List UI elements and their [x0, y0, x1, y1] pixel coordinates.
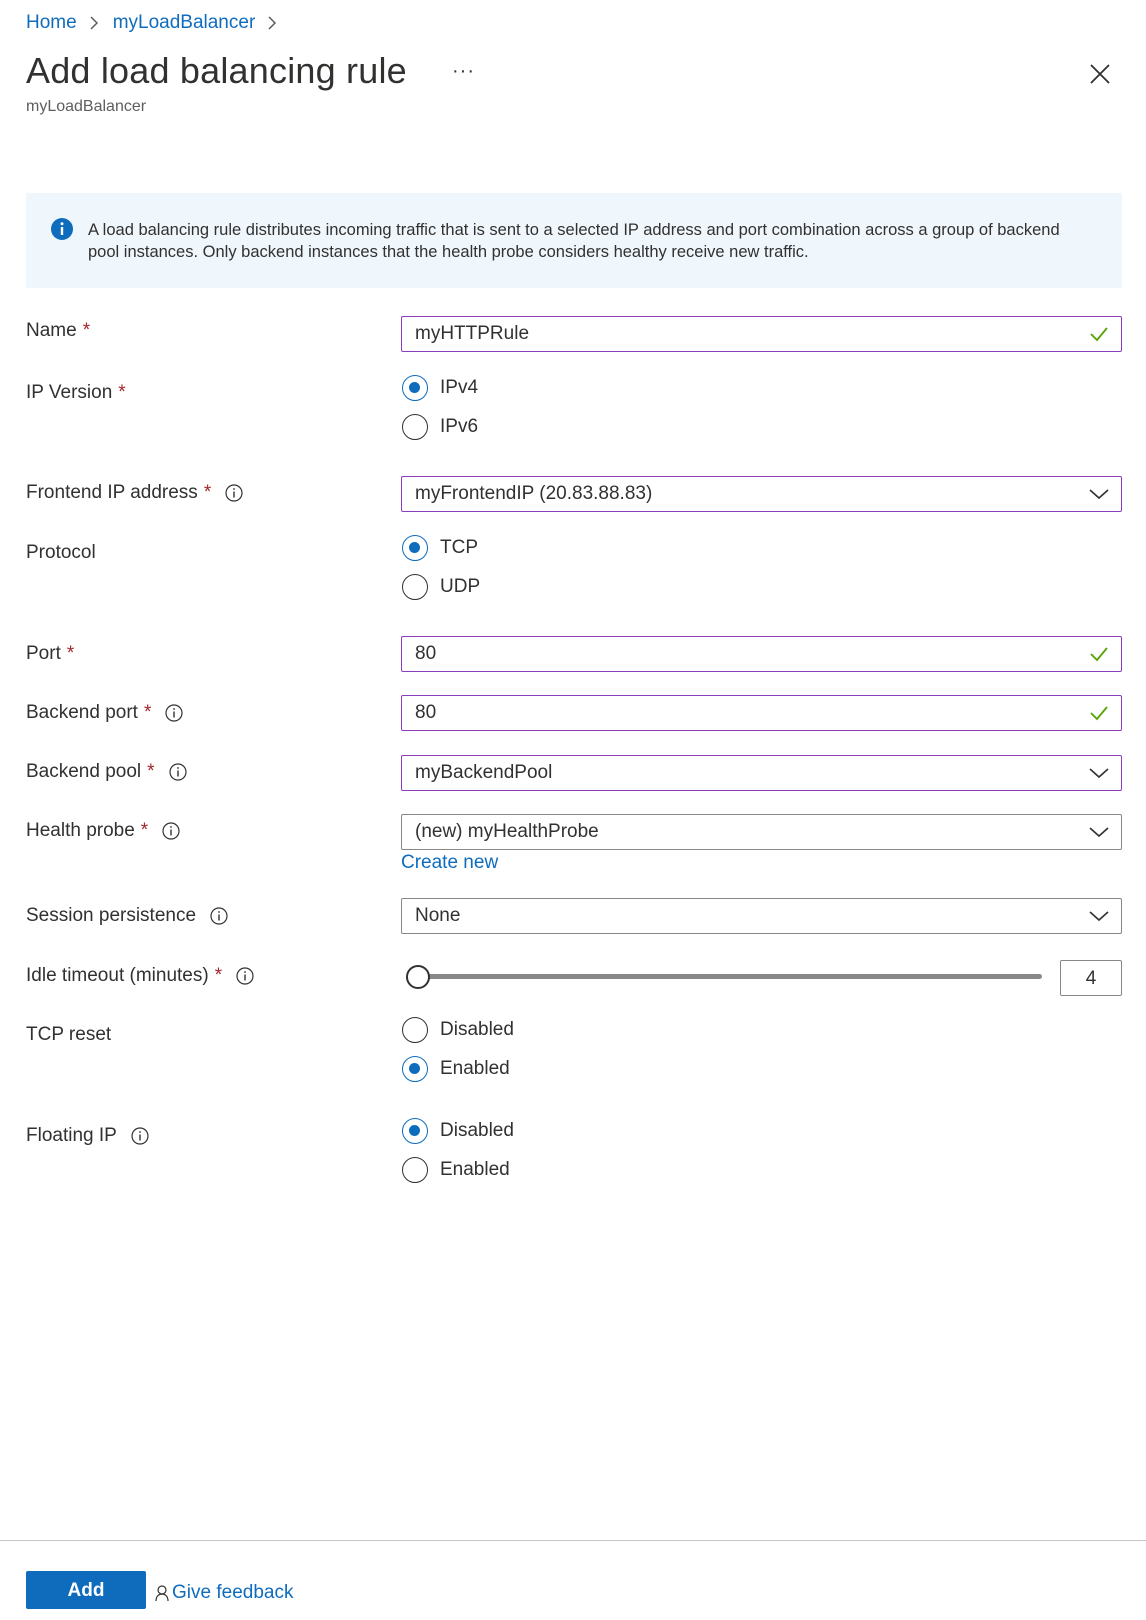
name-input[interactable]: myHTTPRule [401, 316, 1122, 352]
frontend-ip-label: Frontend IP address * [26, 482, 243, 504]
port-label: Port * [26, 643, 75, 664]
required-marker: * [82, 320, 91, 341]
backend-port-input[interactable]: 80 [401, 695, 1122, 731]
page-title: Add load balancing rule [26, 50, 407, 91]
checkmark-icon [1089, 325, 1109, 343]
info-tooltip-icon[interactable] [225, 484, 243, 502]
port-input[interactable]: 80 [401, 636, 1122, 672]
info-tooltip-icon[interactable] [131, 1127, 149, 1145]
more-options-button[interactable]: ··· [452, 60, 475, 82]
info-tooltip-icon[interactable] [210, 907, 228, 925]
ip-version-ipv6-radio[interactable]: IPv6 [402, 414, 478, 440]
breadcrumb-home[interactable]: Home [26, 12, 77, 33]
info-tooltip-icon[interactable] [162, 822, 180, 840]
info-tooltip-icon[interactable] [169, 763, 187, 781]
radio-unselected-icon [402, 414, 428, 440]
session-persistence-dropdown[interactable]: None [401, 898, 1122, 934]
protocol-label: Protocol [26, 542, 96, 563]
feedback-icon [154, 1584, 170, 1602]
backend-port-label: Backend port * [26, 702, 183, 724]
tcp-reset-disabled-radio[interactable]: Disabled [402, 1017, 514, 1043]
tcp-reset-label: TCP reset [26, 1024, 112, 1045]
tcp-reset-enabled-radio[interactable]: Enabled [402, 1056, 510, 1082]
chevron-down-icon [1089, 766, 1109, 780]
health-probe-label: Health probe * [26, 820, 180, 842]
idle-timeout-slider-track[interactable] [418, 974, 1042, 979]
radio-selected-icon [402, 535, 428, 561]
protocol-tcp-radio[interactable]: TCP [402, 535, 478, 561]
give-feedback-link[interactable]: Give feedback [154, 1582, 293, 1604]
radio-selected-icon [402, 1056, 428, 1082]
floating-ip-enabled-radio[interactable]: Enabled [402, 1157, 510, 1183]
required-marker: * [143, 702, 152, 723]
close-icon [1088, 62, 1112, 86]
ip-version-label: IP Version * [26, 382, 126, 403]
idle-timeout-value-input[interactable]: 4 [1060, 960, 1122, 996]
required-marker: * [140, 820, 149, 841]
checkmark-icon [1089, 704, 1109, 722]
required-marker: * [203, 482, 212, 503]
info-tooltip-icon[interactable] [236, 967, 254, 985]
health-probe-dropdown[interactable]: (new) myHealthProbe [401, 814, 1122, 850]
checkmark-icon [1089, 645, 1109, 663]
ip-version-ipv4-radio[interactable]: IPv4 [402, 375, 478, 401]
protocol-udp-radio[interactable]: UDP [402, 574, 480, 600]
required-marker: * [66, 643, 75, 664]
info-text: A load balancing rule distributes incoming traffic that is sent to a selected IP address and port combination across a group of backend pool instances. Only backend instances that the health probe considers healthy receive new traffic. [88, 221, 1060, 261]
radio-selected-icon [402, 1118, 428, 1144]
backend-pool-dropdown[interactable]: myBackendPool [401, 755, 1122, 791]
chevron-right-icon [83, 13, 107, 33]
radio-unselected-icon [402, 1017, 428, 1043]
close-button[interactable] [1088, 62, 1112, 86]
create-new-health-probe-link[interactable]: Create new [401, 852, 499, 873]
floating-ip-disabled-radio[interactable]: Disabled [402, 1118, 514, 1144]
name-label: Name * [26, 320, 91, 341]
frontend-ip-dropdown[interactable]: myFrontendIP (20.83.88.83) [401, 476, 1122, 512]
breadcrumb [26, 12, 291, 34]
page-subtitle: myLoadBalancer [26, 98, 147, 115]
floating-ip-label: Floating IP [26, 1125, 149, 1147]
info-icon [50, 217, 74, 241]
required-marker: * [118, 382, 126, 403]
idle-timeout-label: Idle timeout (minutes) * [26, 965, 254, 987]
radio-unselected-icon [402, 1157, 428, 1183]
radio-selected-icon [402, 375, 428, 401]
backend-pool-label: Backend pool * [26, 761, 187, 783]
chevron-down-icon [1089, 825, 1109, 839]
session-persistence-label: Session persistence [26, 905, 228, 927]
info-banner [26, 193, 1122, 288]
required-marker: * [147, 761, 155, 782]
idle-timeout-slider-thumb[interactable] [406, 965, 430, 989]
chevron-down-icon [1089, 487, 1109, 501]
chevron-down-icon [1089, 909, 1109, 923]
add-button[interactable]: Add [26, 1571, 146, 1609]
radio-unselected-icon [402, 574, 428, 600]
info-tooltip-icon[interactable] [165, 704, 183, 722]
footer-divider [0, 1540, 1146, 1541]
breadcrumb-resource[interactable]: myLoadBalancer [112, 12, 256, 33]
chevron-right-icon [261, 13, 285, 33]
required-marker: * [214, 965, 223, 986]
